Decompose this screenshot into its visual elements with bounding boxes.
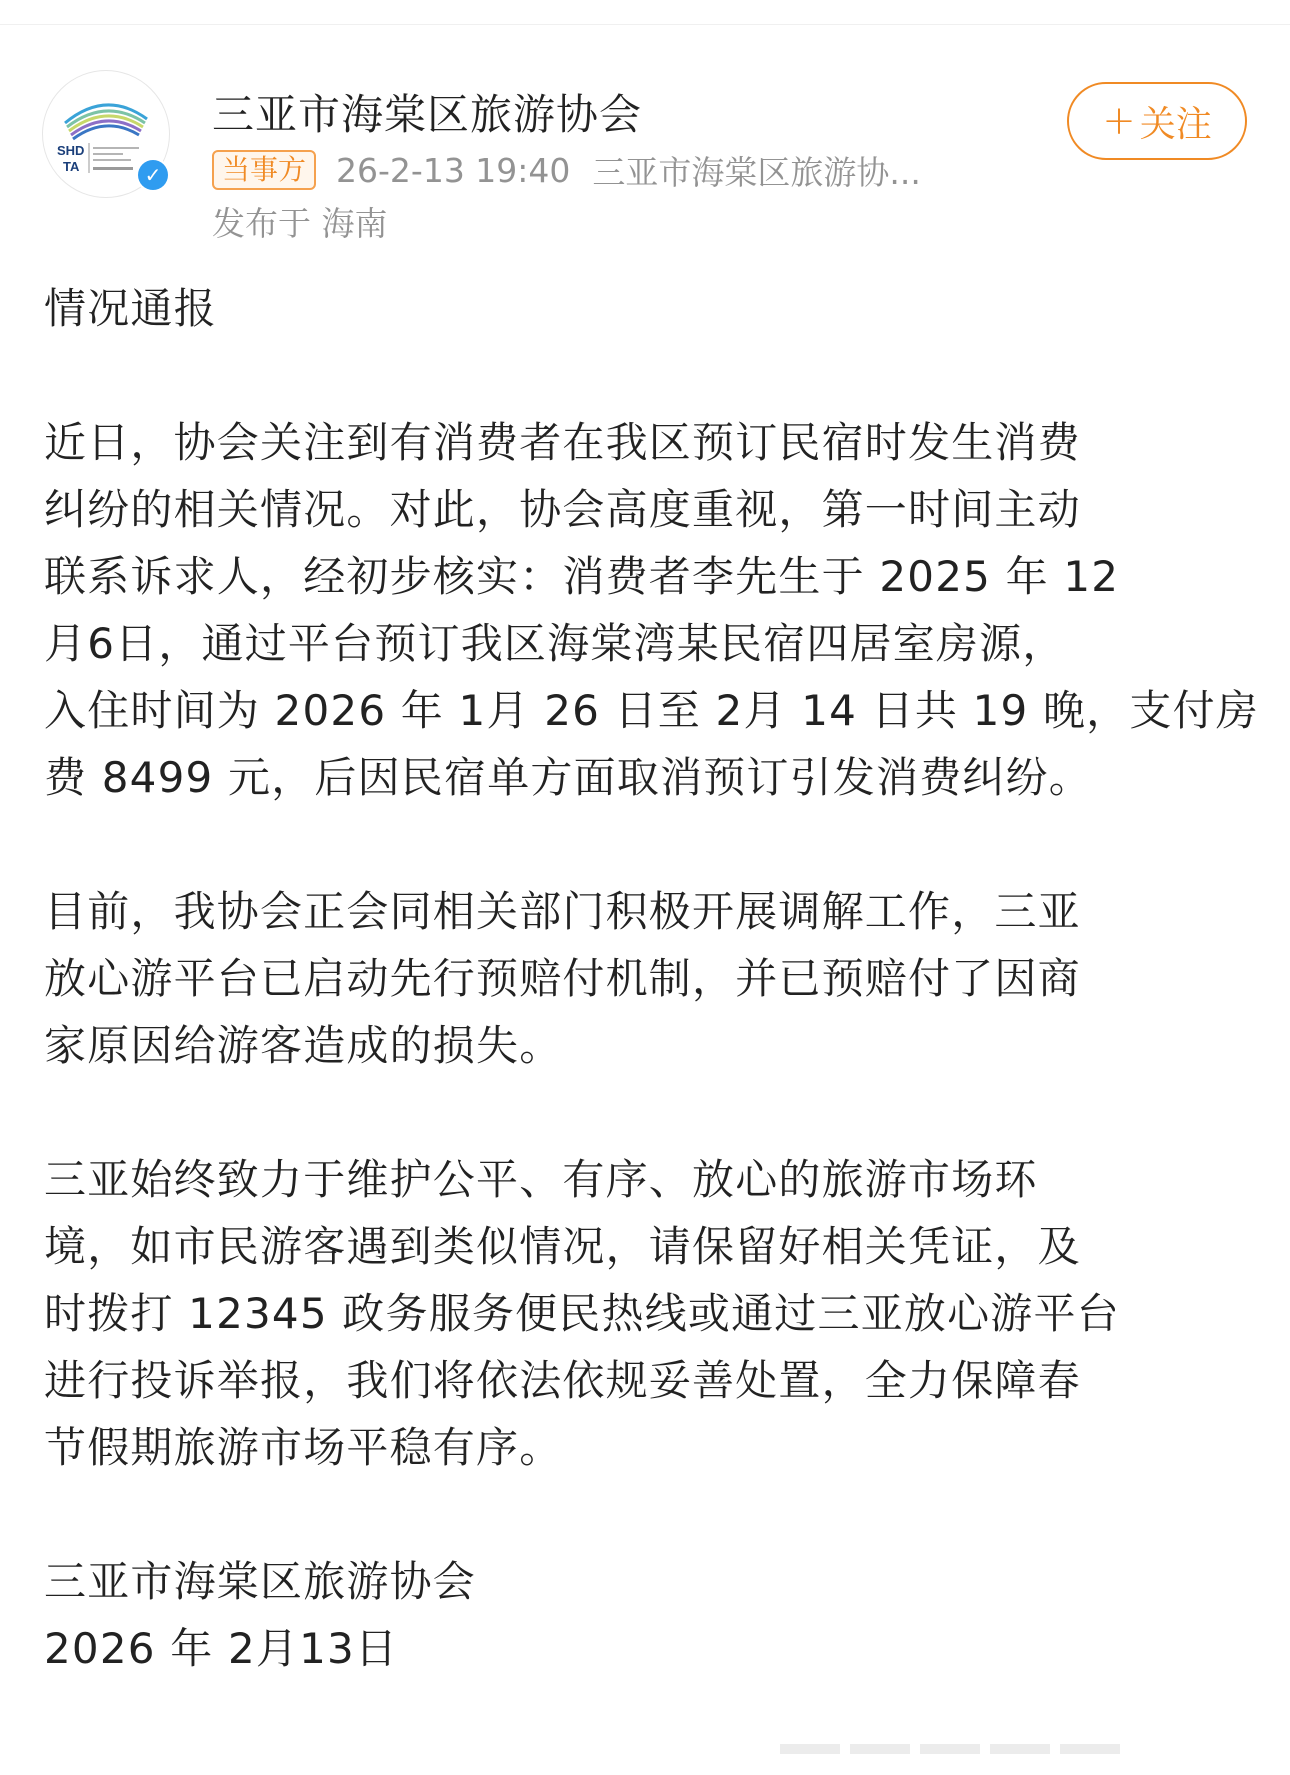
body-line: 情况通报 <box>44 284 217 333</box>
body-line: 纠纷的相关情况。对此，协会高度重视，第一时间主动 <box>44 485 1081 534</box>
body-line: 入住时间为 2026 年 1月 26 日至 2月 14 日共 19 晚，支付房 <box>44 686 1259 735</box>
svg-text:TA: TA <box>63 159 80 174</box>
post-header <box>0 0 1290 245</box>
plus-icon: + <box>1102 98 1136 144</box>
post-meta <box>212 148 921 192</box>
body-line: 目前，我协会正会同相关部门积极开展调解工作，三亚 <box>44 887 1081 936</box>
body-line: 家原因给游客造成的损失。 <box>44 1021 563 1070</box>
author-name[interactable]: 三亚市海棠区旅游协会 <box>212 90 643 139</box>
body-line: 三亚始终致力于维护公平、有序、放心的旅游市场环 <box>44 1155 1038 1204</box>
follow-button[interactable] <box>1067 82 1247 160</box>
svg-text:SHD: SHD <box>57 143 85 158</box>
body-line: 近日，协会关注到有消费者在我区预订民宿时发生消费 <box>44 418 1081 467</box>
body-line: 费 8499 元，后因民宿单方面取消预订引发消费纠纷。 <box>44 753 1092 802</box>
signature-date: 2026 年 2月13日 <box>44 1624 399 1673</box>
body-blank-line <box>44 811 1254 878</box>
body-line: 境，如市民游客遇到类似情况，请保留好相关凭证，及 <box>44 1222 1081 1271</box>
follow-label: 关注 <box>1139 103 1212 145</box>
body-line: 进行投诉举报，我们将依法依规妥善处置，全力保障春 <box>44 1356 1081 1405</box>
post-time: 26-2-13 19:40 <box>336 150 571 190</box>
signature-name: 三亚市海棠区旅游协会 <box>44 1557 477 1606</box>
verified-badge-icon: ✓ <box>136 158 170 192</box>
post-body <box>44 275 1259 1682</box>
body-blank-line <box>44 1079 1254 1146</box>
body-line: 月6日，通过平台预订我区海棠湾某民宿四居室房源， <box>44 619 1066 668</box>
body-line: 放心游平台已启动先行预赔付机制，并已预赔付了因商 <box>44 954 1081 1003</box>
body-blank-line <box>44 1481 1254 1548</box>
post-source[interactable]: 三亚市海棠区旅游协... <box>592 152 921 192</box>
watermark-icon <box>780 1738 1160 1760</box>
party-tag: 当事方 <box>212 150 316 190</box>
body-blank-line <box>44 342 1254 409</box>
body-line: 时拨打 12345 政务服务便民热线或通过三亚放心游平台 <box>44 1289 1120 1338</box>
body-line: 联系诉求人，经初步核实：消费者李先生于 2025 年 12 <box>44 552 1120 601</box>
body-line: 节假期旅游市场平稳有序。 <box>44 1423 563 1472</box>
post-location: 发布于 海南 <box>212 204 388 243</box>
